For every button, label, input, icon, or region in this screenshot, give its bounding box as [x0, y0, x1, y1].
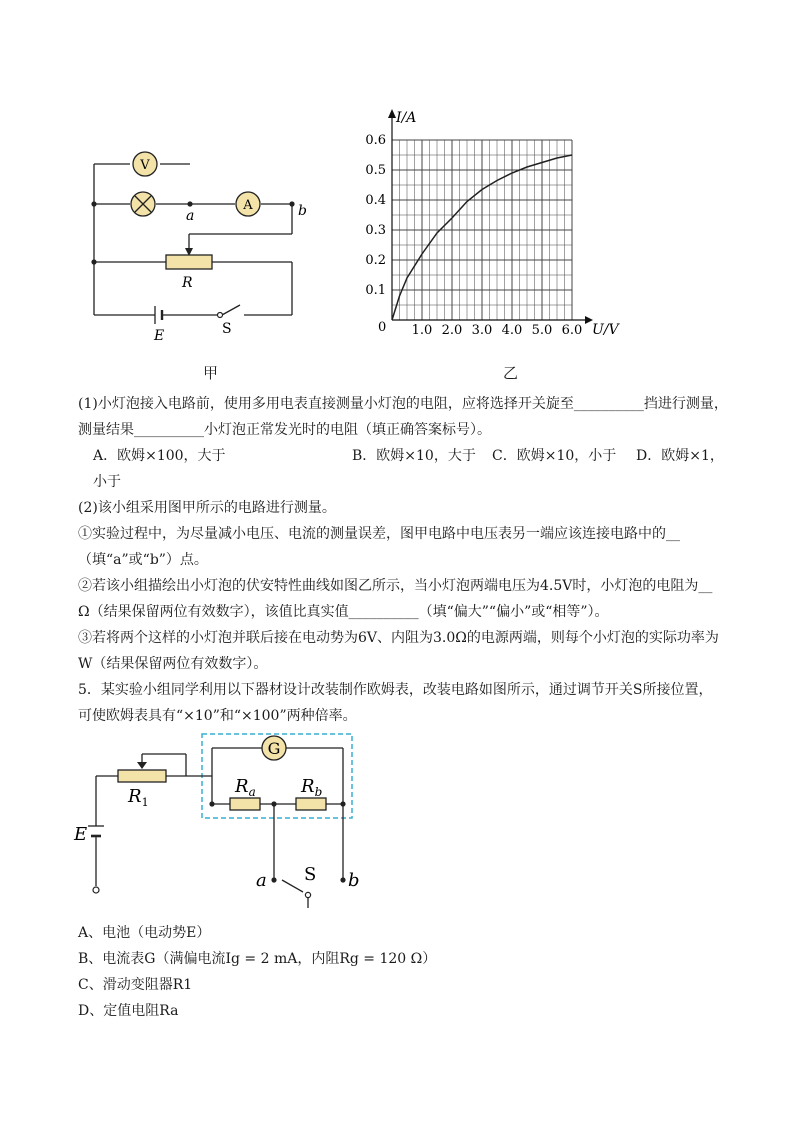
q2-2-line-2: Ω（结果保留两位有效数字），该值比真实值__________（填“偏大”“偏小”或“相等”）。 — [78, 604, 609, 620]
item-c: C、滑动变阻器R1 — [78, 977, 193, 993]
x-tick-label: 5.0 — [531, 323, 553, 338]
circuit-ohmmeter — [60, 728, 380, 918]
item-d: D、定值电阻Ra — [78, 1003, 179, 1019]
voltmeter-label: V — [140, 158, 150, 173]
galvanometer-label: G — [267, 739, 281, 758]
q2-3-line-1: ③若将两个这样的小灯泡并联后接在电动势为6V、内阻为3.0Ω的电源两端，则每个小灯泡的实际功率为 — [78, 630, 719, 646]
battery-E-label: E — [74, 824, 88, 845]
terminal-a-label: a — [256, 870, 267, 891]
q5-line-1: 5．某实验小组同学利用以下器材设计改装制作欧姆表，改装电路如图所示，通过调节开关S所接位置， — [78, 682, 713, 698]
x-tick-label: 3.0 — [471, 323, 493, 338]
q5-line-2: 可使欧姆表具有“×10”和“×100”两种倍率。 — [78, 708, 357, 724]
Rb-label: $R_b$ — [301, 776, 323, 799]
q2-1-line-1: ①实验过程中，为尽量减小电压、电流的测量误差，图甲电路中电压表另一端应该连接电路中的__ — [78, 526, 680, 542]
terminal-b-label: b — [348, 870, 360, 891]
R1-label: $R_1$ — [128, 786, 149, 809]
x-tick-label: 4.0 — [501, 323, 523, 338]
x-tick-label: 2.0 — [441, 323, 463, 338]
option-a: A．欧姆×100，大于 — [93, 448, 226, 464]
battery-label: E — [154, 328, 165, 344]
q2-2-line-1: ②若该小组描绘出小灯泡的伏安特性曲线如图乙所示，当小灯泡两端电压为4.5V时，小灯泡的电阻为__ — [78, 578, 713, 594]
Ra-label: $R_a$ — [235, 776, 256, 799]
option-c: C．欧姆×10，小于 — [492, 448, 617, 464]
q2-3-line-2: W（结果保留两位有效数字）。 — [78, 656, 268, 672]
y-axis-label: I/A — [396, 110, 417, 126]
ammeter-label: A — [243, 198, 253, 213]
y-axis-arrow — [388, 109, 396, 118]
caption-yi: 乙 — [503, 364, 519, 382]
item-b: B、电流表G（满偏电流Ig = 2 mA，内阻Rg = 120 Ω） — [78, 951, 437, 967]
origin-label: 0 — [378, 320, 387, 335]
option-b: B．欧姆×10，大于 — [352, 448, 476, 464]
option-d-cont: 小于 — [93, 474, 121, 490]
iu-chart — [360, 105, 630, 345]
switch-S-label: S — [304, 864, 317, 885]
x-axis-label: U/V — [592, 322, 619, 338]
point-b-label: b — [298, 203, 307, 219]
y-tick-label: 0.5 — [365, 163, 386, 178]
y-tick-label: 0.1 — [365, 283, 386, 298]
y-tick-label: 0.4 — [365, 193, 386, 208]
q2-1-line-2: （填“a”或“b”）点。 — [78, 552, 208, 568]
point-a-label: a — [186, 208, 195, 224]
x-tick-label: 6.0 — [561, 323, 583, 338]
y-tick-label: 0.2 — [365, 253, 386, 268]
y-tick-label: 0.6 — [365, 133, 386, 148]
x-tick-label: 1.0 — [411, 323, 433, 338]
circuit-jia — [70, 140, 330, 350]
rheostat-label: R — [182, 275, 193, 291]
switch-label: S — [222, 321, 232, 337]
q2-intro: (2)该小组采用图甲所示的电路进行测量。 — [78, 500, 336, 516]
q1-line-1: (1)小灯泡接入电路前，使用多用电表直接测量小灯泡的电阻，应将选择开关旋至__________挡进行测量， — [78, 396, 728, 412]
caption-jia: 甲 — [203, 364, 219, 382]
item-a: A、电池（电动势E） — [78, 925, 211, 941]
option-d: D．欧姆×1， — [636, 448, 724, 464]
y-tick-label: 0.3 — [365, 223, 386, 238]
q1-line-2: 测量结果__________小灯泡正常发光时的电阻（填正确答案标号）。 — [78, 422, 491, 438]
